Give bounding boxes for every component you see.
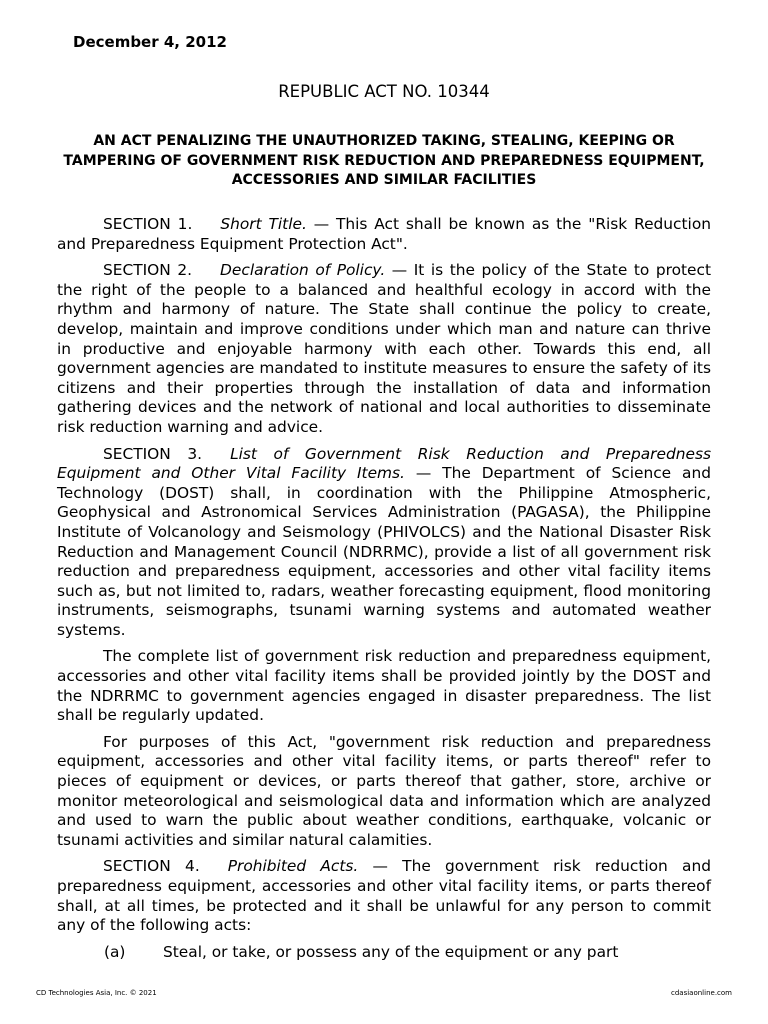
section-heading: Prohibited Acts. — [227, 857, 359, 876]
act-number: REPUBLIC ACT NO. 10344 — [278, 82, 490, 101]
section-heading: Short Title. — [220, 215, 307, 233]
section-1 — [57, 215, 711, 254]
section-label: SECTION 2. — [103, 261, 193, 280]
section-label: SECTION 3. — [103, 444, 203, 463]
section-4 — [57, 857, 711, 935]
item-label: (a) — [104, 942, 126, 961]
section-text: — This Act shall be known as the "Risk Reduction and Preparedness Equipment Protection Act". — [57, 215, 712, 253]
document-date: December 4, 2012 — [73, 33, 227, 51]
section-label: SECTION 1. — [103, 215, 193, 233]
footer-copyright: CD Technologies Asia, Inc. © 2021 — [36, 989, 157, 997]
paragraph-definition: For purposes of this Act, "government risk reduction and preparedness equipment, accessories and other vital facility items, or parts thereof" refer to pieces of equipment or devices, or parts thereof that gather, store, archive or monitor meteorological and seismological data and information which are analyzed and used to warn the public about weather conditions, earthquake, volcanic or tsunami activities and similar natural calamities. — [57, 732, 711, 849]
section-text: — The Department of Science and Technology (DOST) shall, in coordination with the Philippine Atmospheric, Geophysical and Astronomical Services Administration (PAGASA), the Philippine Institute of Volcanology and Seismology (PHIVOLCS) and the National Disaster Risk Reduction and Management Council (NDRRMC), provide a list of all government risk reduction and preparedness equipment, accessories and other vital facility items such as, but not limited to, radars, weather forecasting equipment, flood monitoring instruments, seismographs, tsunami warning systems and automated weather systems. — [57, 464, 712, 639]
list-item-a — [57, 943, 711, 963]
item-text: Steal, or take, or possess any of the equipment or any part — [163, 942, 619, 961]
paragraph-list-update: The complete list of government risk reduction and preparedness equipment, accessories and other vital facility items shall be provided jointly by the DOST and the NDRRMC to government agencies engaged in disaster preparedness. The list shall be regularly updated. — [57, 647, 711, 725]
section-text: — The government risk reduction and preparedness equipment, accessories and other vital facility items, or parts thereof shall, at all times, be protected and it shall be unlawful for any person to commit any of the following acts: — [57, 857, 712, 935]
section-heading: Declaration of Policy. — [220, 261, 386, 280]
section-2 — [57, 261, 711, 437]
document-body — [57, 215, 711, 962]
section-heading: List of Government Risk Reduction and Preparedness Equipment and Other Vital Facility Items. — [57, 444, 711, 483]
act-title: AN ACT PENALIZING THE UNAUTHORIZED TAKING, STEALING, KEEPING OR TAMPERING OF GOVERNMENT RISK REDUCTION AND PREPAREDNESS EQUIPMENT, ACCESSORIES AND SIMILAR FACILITIES — [63, 133, 705, 188]
footer-website: cdasiaonline.com — [671, 989, 732, 997]
section-label: SECTION 4. — [103, 857, 200, 876]
section-text: — It is the policy of the State to protect the right of the people to a balanced and healthful ecology in accord with the rhythm and harmony of nature. The State shall continue the policy to create, develop, maintain and improve conditions under which man and nature can thrive in productive and enjoyable harmony with each other. Towards this end, all government agencies are mandated to institute measures to ensure the safety of its citizens and their properties through the installation of data and information gathering devices and the network of national and local authorities to disseminate risk reduction warning and advice. — [57, 261, 712, 436]
section-3 — [57, 445, 711, 641]
